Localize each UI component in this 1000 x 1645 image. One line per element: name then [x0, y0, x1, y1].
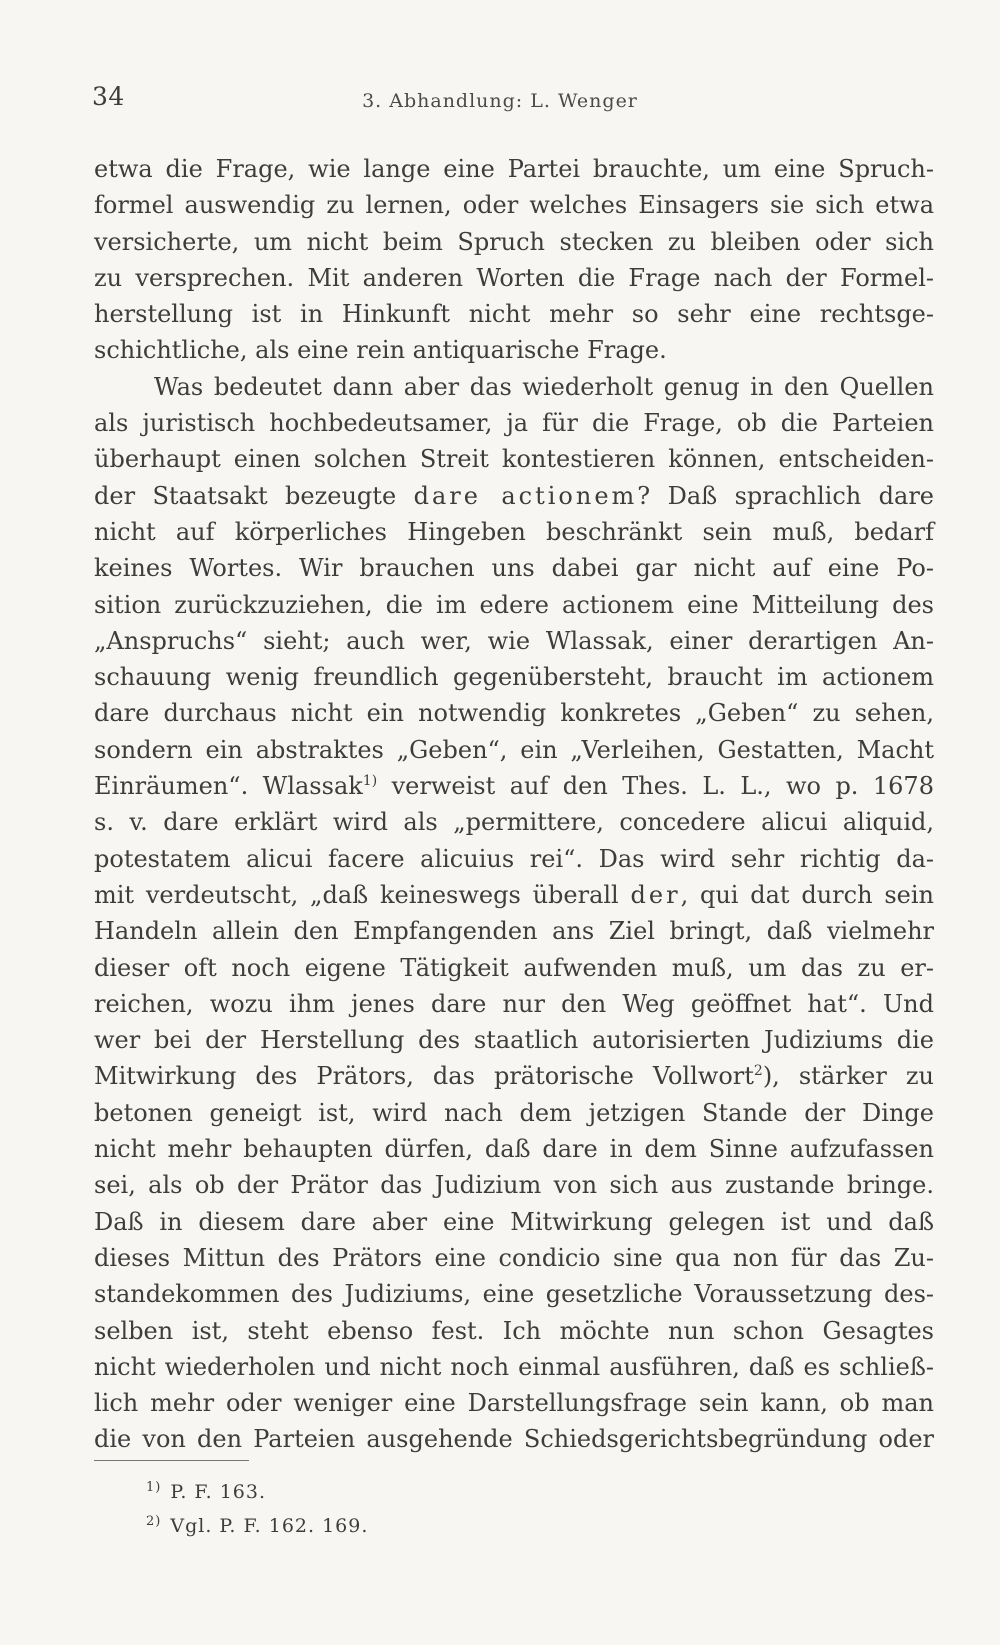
- text-line: schauung wenig freundlich gegenübersteht, braucht im actionem: [94, 663, 934, 692]
- text-line-spaced: [94, 877, 934, 913]
- line-segment: ? Daß sprachlich dare: [637, 481, 934, 510]
- line-segment: mit verdeutscht, „daß keineswegs überall: [94, 880, 631, 909]
- footnote-reference: 1): [362, 773, 378, 790]
- text-line: sei, als ob der Prätor das Judizium von sich aus zustande bringe.: [94, 1171, 934, 1200]
- text-line: Daß in diesem dare aber eine Mitwirkung gelegen ist und daß: [94, 1207, 934, 1236]
- text-line: keines Wortes. Wir brauchen uns dabei gar nicht auf eine Po-: [94, 554, 934, 583]
- text-line: nicht wiederholen und nicht noch einmal ausführen, daß es schließ-: [94, 1352, 934, 1381]
- text-line: dare durchaus nicht ein notwendig konkretes „Geben“ zu sehen,: [94, 699, 934, 728]
- text-line: die von den Parteien ausgehende Schiedsgerichtsbegründung oder: [94, 1425, 934, 1454]
- text-line: etwa die Frage, wie lange eine Partei brauchte, um eine Spruch-: [94, 155, 934, 183]
- running-head: 3. Abhandlung: L. Wenger: [362, 90, 638, 112]
- text-line: versicherte, um nicht beim Spruch stecken zu bleiben oder sich: [94, 227, 934, 256]
- text-line: „Anspruchs“ sieht; auch wer, wie Wlassak, einer derartigen An-: [94, 626, 934, 655]
- text-line: reichen, wozu ihm jenes dare nur den Weg geöffnet hat“. Und: [94, 989, 934, 1018]
- line-segment: Mitwirkung des Prätors, das prätorische Vollwort: [94, 1062, 754, 1091]
- footnotes: [146, 1475, 846, 1543]
- text-line: dieses Mittun des Prätors eine condicio sine qua non für das Zu-: [94, 1243, 934, 1272]
- body-text: [94, 151, 934, 1458]
- text-line: überhaupt einen solchen Streit kontestieren können, entscheiden-: [94, 445, 934, 474]
- footnote: [146, 1509, 846, 1543]
- footnote-divider: [94, 1460, 249, 1461]
- text-line: schichtliche, als eine rein antiquarische Frage.: [94, 336, 667, 365]
- line-segment: der Staatsakt bezeugte: [94, 481, 414, 510]
- text-line: als juristisch hochbedeutsamer, ja für die Frage, ob die Parteien: [94, 409, 934, 438]
- text-line: nicht auf körperliches Hingeben beschränkt sein muß, bedarf: [94, 517, 934, 546]
- text-line: wer bei der Herstellung des staatlich autorisierten Judiziums die: [94, 1026, 934, 1055]
- text-line: dieser oft noch eigene Tätigkeit aufwenden muß, um das zu er-: [94, 953, 934, 982]
- footnote-marker: 2): [146, 1514, 162, 1529]
- footnote-reference: 2: [753, 1063, 763, 1080]
- spaced-emphasis: der: [630, 880, 681, 909]
- text-line: herstellung ist in Hinkunft nicht mehr so sehr eine rechtsge-: [94, 300, 934, 329]
- line-segment: ), stärker zu: [762, 1062, 934, 1091]
- text-line: nicht mehr behaupten dürfen, daß dare in dem Sinne aufzufassen: [94, 1135, 934, 1164]
- text-line: Handeln allein den Empfangenden ans Ziel bringt, daß vielmehr: [94, 917, 934, 946]
- text-line: lich mehr oder weniger eine Darstellungsfrage sein kann, ob man: [94, 1389, 934, 1418]
- text-line: zu versprechen. Mit anderen Worten die Frage nach der Formel-: [94, 263, 934, 292]
- text-line-with-footnote: [94, 1058, 934, 1094]
- text-line: sition zurückzuziehen, die im edere actionem eine Mitteilung des: [94, 590, 934, 619]
- line-segment: , qui dat durch sein: [680, 880, 934, 909]
- text-line: s. v. dare erklärt wird als „permittere, concedere alicui aliquid,: [94, 808, 934, 837]
- text-line: potestatem alicui facere alicuius rei“. Das wird sehr richtig da-: [94, 844, 934, 873]
- footnote-text: P. F. 163.: [170, 1481, 267, 1503]
- footnote: [146, 1475, 846, 1509]
- line-segment: verweist auf den Thes. L. L., wo p. 1678: [391, 772, 934, 801]
- text-line-spaced: [94, 478, 934, 514]
- text-line: Was bedeutet dann aber das wiederholt genug in den Quellen: [154, 372, 934, 401]
- line-segment: Einräumen“. Wlassak: [94, 772, 363, 801]
- text-line: betonen geneigt ist, wird nach dem jetzigen Stande der Dinge: [94, 1098, 934, 1127]
- text-line: selben ist, steht ebenso fest. Ich möchte nun schon Gesagtes: [94, 1316, 934, 1345]
- footnote-text: Vgl. P. F. 162. 169.: [170, 1515, 369, 1537]
- spaced-emphasis: dare actionem: [413, 481, 638, 510]
- text-line: formel auswendig zu lernen, oder welches Einsagers sie sich etwa: [94, 191, 934, 220]
- footnote-marker: 1): [146, 1480, 162, 1495]
- text-line: sondern ein abstraktes „Geben“, ein „Verleihen, Gestatten, Macht: [94, 735, 934, 764]
- text-line-with-footnote: [94, 768, 934, 804]
- page-number: 34: [92, 82, 125, 111]
- text-line: standekommen des Judiziums, eine gesetzliche Voraussetzung des-: [94, 1280, 934, 1309]
